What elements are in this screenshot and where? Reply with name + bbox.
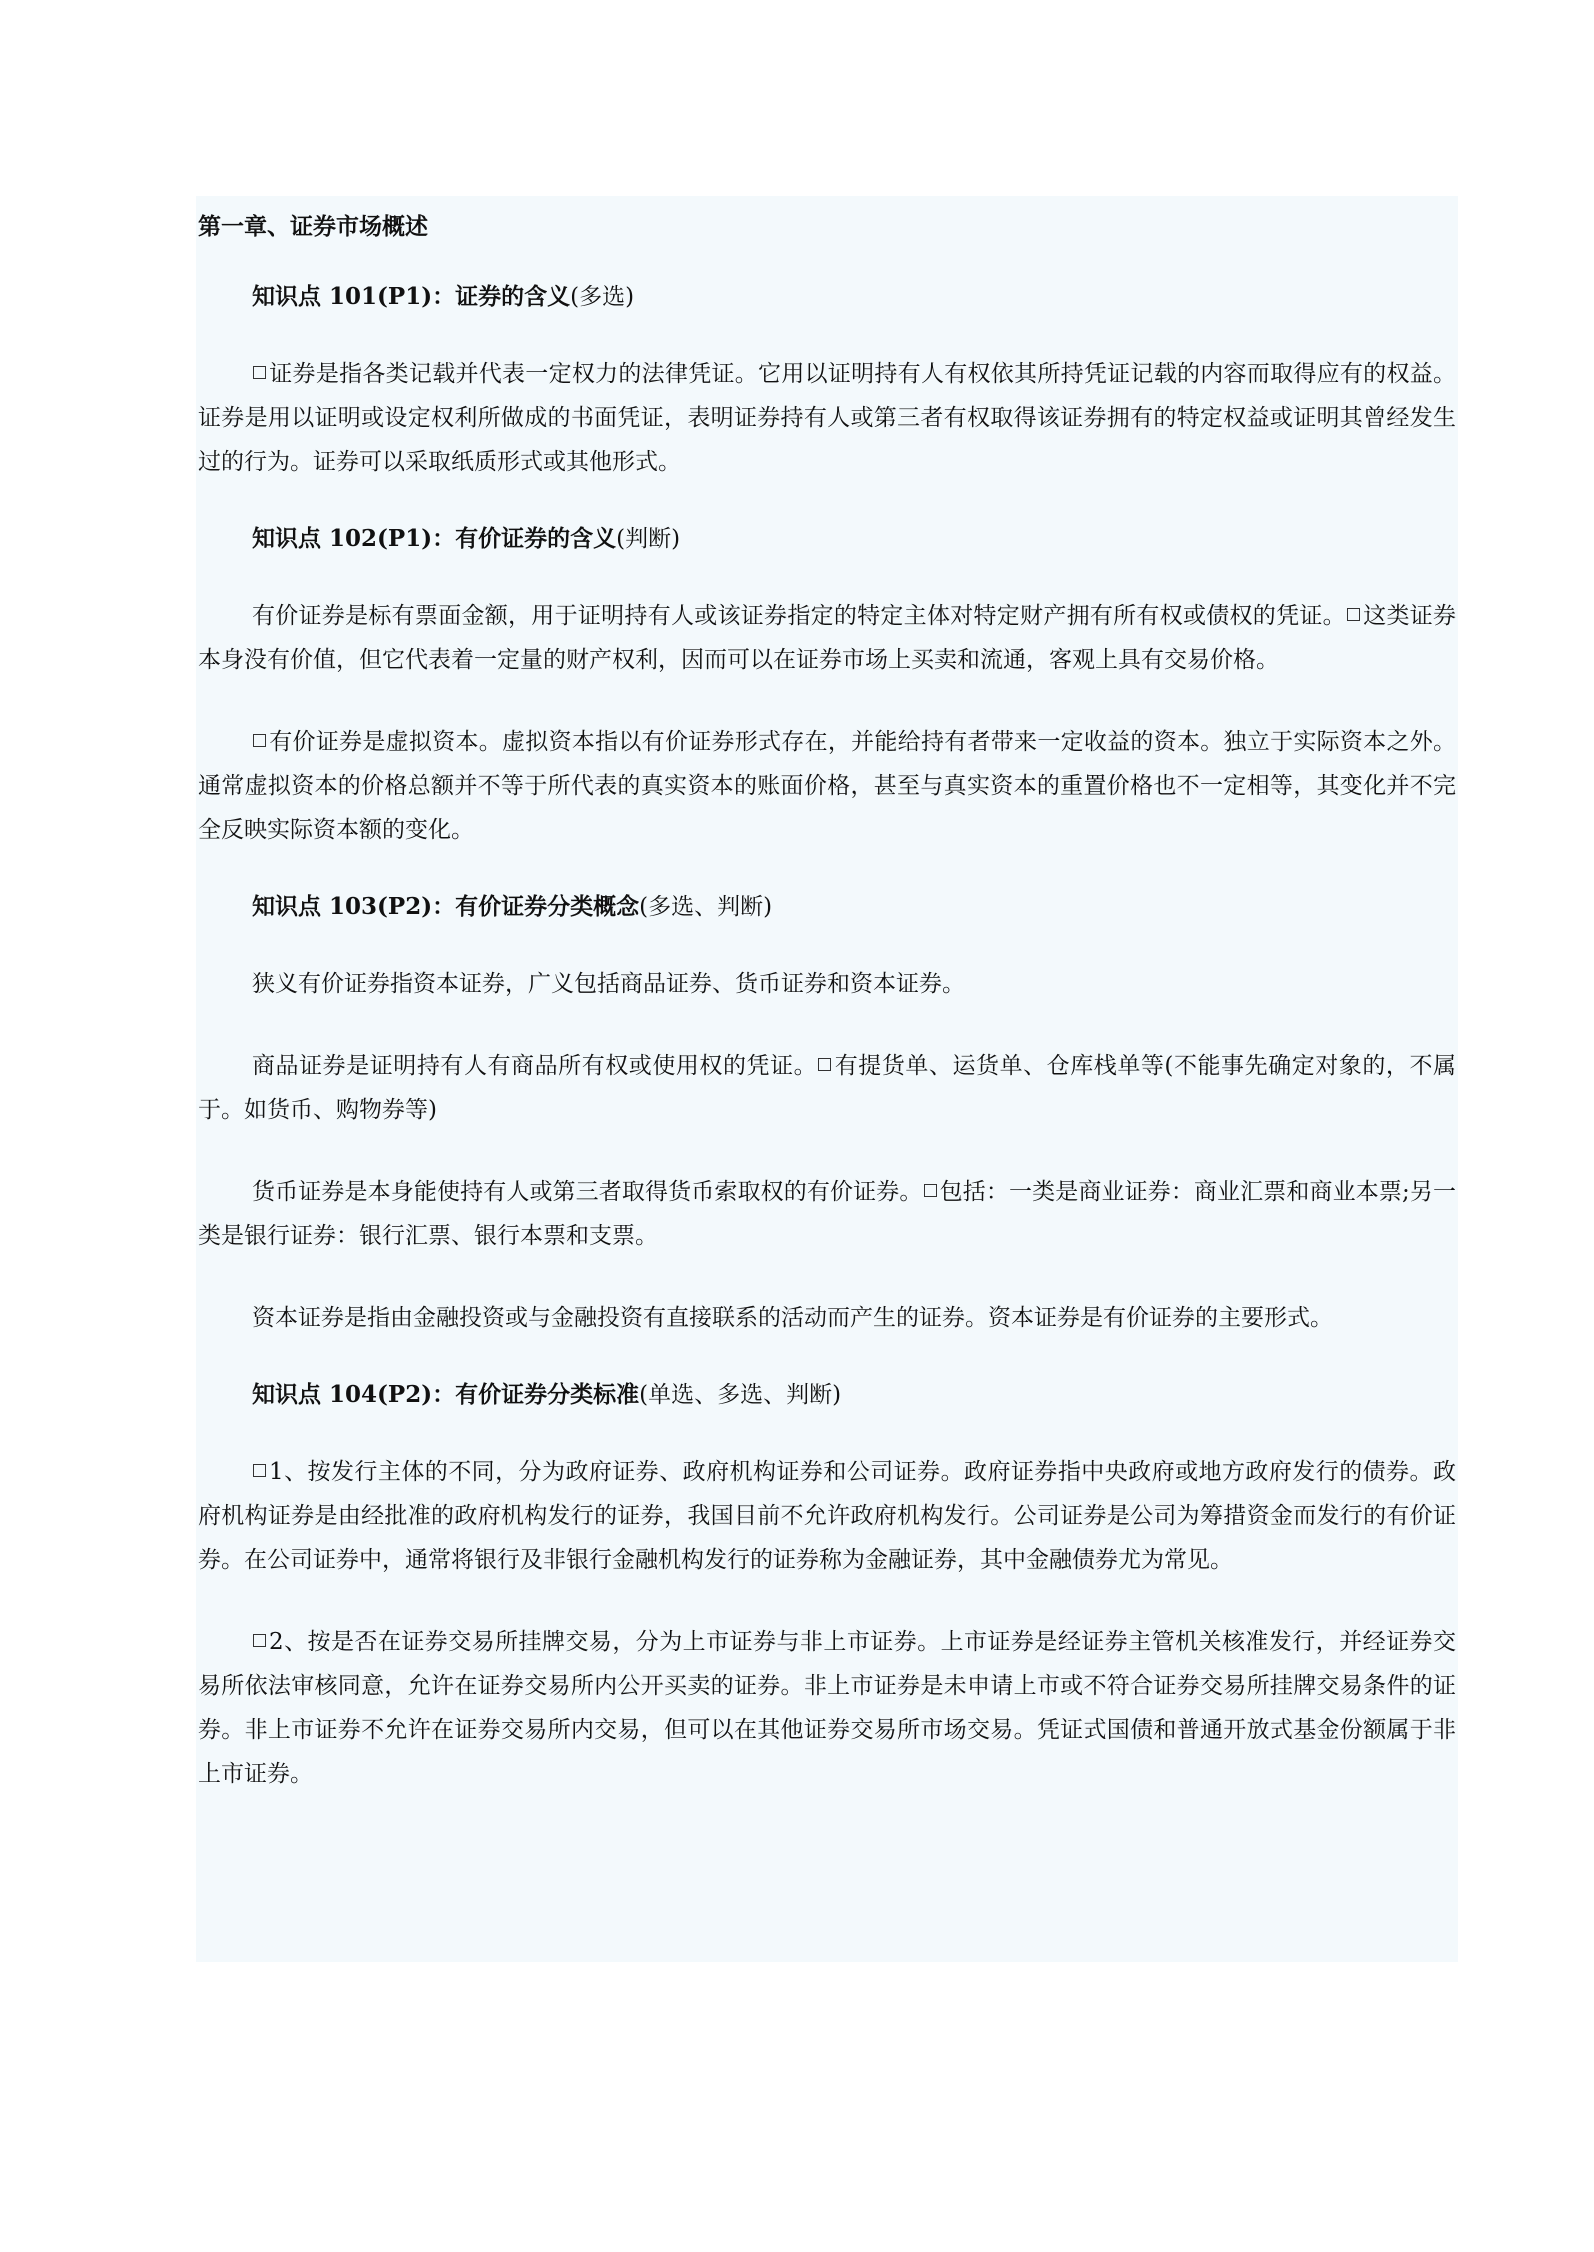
- paragraph-text: 这类证券本身没有价值，但它代表着一定量的财产权利，因而可以在证券市场上买卖和流通，客观上具有交易价格。: [198, 603, 1457, 673]
- kp-question-type: (多选、判断): [639, 894, 773, 920]
- checkbox-square-icon: [1347, 608, 1360, 621]
- checkbox-square-icon: [818, 1058, 831, 1071]
- kp-title: 知识点 102(P1)：有价证券的含义: [252, 525, 617, 552]
- paragraph: [198, 1296, 1456, 1340]
- knowledge-point-102-heading: [198, 522, 1456, 556]
- paragraph-text: 1、按发行主体的不同，分为政府证券、政府机构证券和公司证券。政府证券指中央政府或地方政府发行的债券。政府机构证券是由经批准的政府机构发行的证券，我国目前不允许政府机构发行。公司证券是公司为筹措资金而发行的有价证券。在公司证券中，通常将银行及非银行金融机构发行的证券称为金融证券，其中金融债券尤为常见。: [198, 1459, 1456, 1573]
- checkbox-square-icon: [253, 1464, 266, 1477]
- checkbox-square-icon: [253, 1634, 266, 1647]
- kp-question-type: (判断): [616, 526, 681, 552]
- paragraph-text: 2、按是否在证券交易所挂牌交易，分为上市证券与非上市证券。上市证券是经证券主管机关核准发行，并经证券交易所依法审核同意，允许在证券交易所内公开买卖的证券。非上市证券是未申请上市或不符合证券交易所挂牌交易条件的证券。非上市证券不允许在证券交易所内交易，但可以在其他证券交易所市场交易。凭证式国债和普通开放式基金份额属于非上市证券。: [198, 1629, 1456, 1787]
- kp-question-type: (单选、多选、判断): [639, 1382, 842, 1408]
- paragraph-text: 资本证券是指由金融投资或与金融投资有直接联系的活动而产生的证券。资本证券是有价证券的主要形式。: [252, 1305, 1333, 1331]
- knowledge-point-101-heading: [198, 280, 1456, 314]
- kp-title: 知识点 104(P2)：有价证券分类标准: [252, 1381, 640, 1408]
- paragraph-text: 有提货单、运货单、仓库栈单等(不能事先确定对象的，不属于。如货币、购物券等): [198, 1053, 1456, 1123]
- paragraph-text: 有价证券是虚拟资本。虚拟资本指以有价证券形式存在，并能给持有者带来一定收益的资本。独立于实际资本之外。通常虚拟资本的价格总额并不等于所代表的真实资本的账面价格，甚至与真实资本的重置价格也不一定相等，其变化并不完全反映实际资本额的变化。: [198, 729, 1456, 843]
- kp-title: 知识点 103(P2)：有价证券分类概念: [252, 893, 640, 920]
- paragraph: [198, 1450, 1456, 1582]
- kp-question-type: (多选): [570, 284, 635, 310]
- paragraph-text: 货币证券是本身能使持有人或第三者取得货币索取权的有价证券。: [252, 1179, 923, 1205]
- knowledge-point-104-heading: [198, 1378, 1456, 1412]
- document-body: [196, 196, 1458, 1962]
- paragraph-text: 有价证券是标有票面金额，用于证明持有人或该证券指定的特定主体对特定财产拥有所有权或债权的凭证。: [252, 603, 1346, 629]
- checkbox-square-icon: [924, 1184, 937, 1197]
- paragraph-text: 证券是指各类记载并代表一定权力的法律凭证。它用以证明持有人有权依其所持凭证记载的内容而取得应有的权益。证券是用以证明或设定权利所做成的书面凭证，表明证券持有人或第三者有权取得该证券拥有的特定权益或证明其曾经发生过的行为。证券可以采取纸质形式或其他形式。: [198, 361, 1456, 475]
- paragraph: [198, 1044, 1456, 1132]
- paragraph-text: 狭义有价证券指资本证券，广义包括商品证券、货币证券和资本证券。: [252, 971, 965, 997]
- paragraph-text: 包括：一类是商业证券：商业汇票和商业本票;另一类是银行证券：银行汇票、银行本票和支票。: [198, 1179, 1457, 1249]
- paragraph: [198, 720, 1456, 852]
- paragraph: [198, 594, 1456, 682]
- paragraph: [198, 962, 1456, 1006]
- kp-title: 知识点 101(P1)：证券的含义: [252, 283, 571, 310]
- checkbox-square-icon: [253, 366, 266, 379]
- chapter-title: 第一章、证券市场概述: [198, 213, 428, 240]
- paragraph: [198, 1620, 1456, 1796]
- checkbox-square-icon: [253, 734, 266, 747]
- paragraph: [198, 1170, 1456, 1258]
- paragraph-text: 商品证券是证明持有人有商品所有权或使用权的凭证。: [252, 1053, 818, 1079]
- knowledge-point-103-heading: [198, 890, 1456, 924]
- paragraph: [198, 352, 1456, 484]
